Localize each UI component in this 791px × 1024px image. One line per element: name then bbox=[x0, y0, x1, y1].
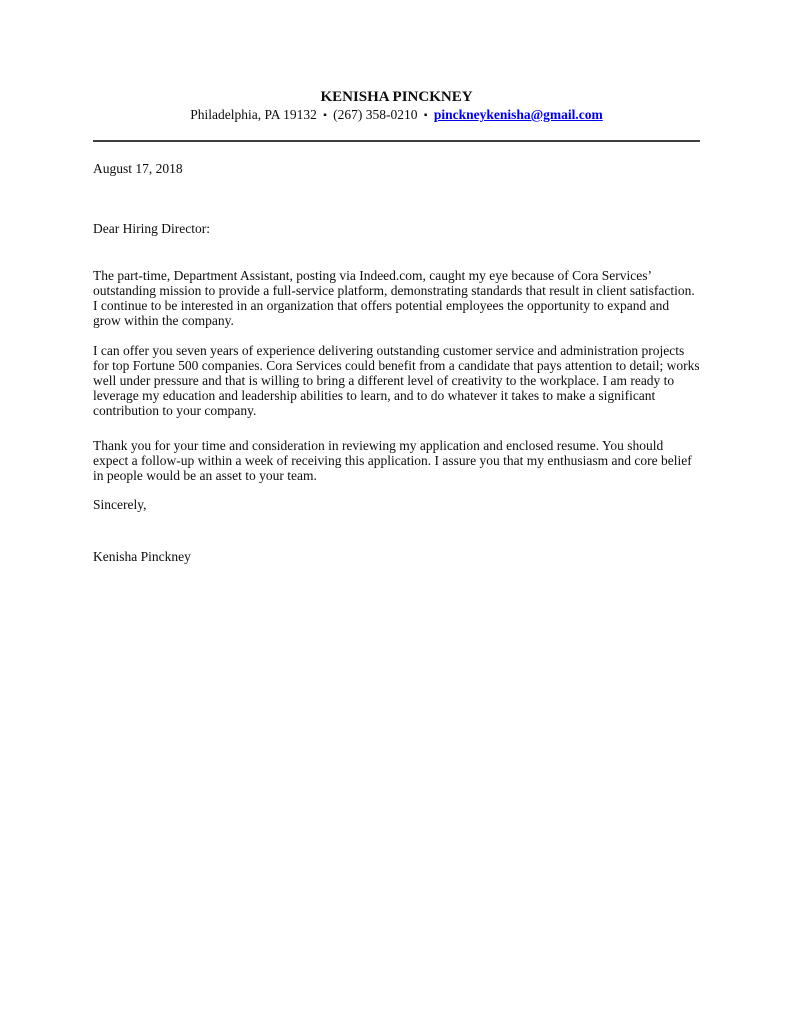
letter-date: August 17, 2018 bbox=[93, 161, 183, 176]
body-paragraph: I can offer you seven years of experience delivering outstanding customer service and administration projects for top Fortune 500 companies. Cora Services could benefit from a candidate that pays attention to detail; works well under pressure and that is willing to bring a different level of creativity to the workplace. I am ready to leverage my education and leadership abilities to learn, and to do whatever it takes to make a significant contribution to your company. bbox=[93, 343, 700, 418]
closing: Sincerely, bbox=[93, 497, 147, 512]
letter-header bbox=[93, 88, 700, 125]
body-paragraph: The part-time, Department Assistant, posting via Indeed.com, caught my eye because of Cora Services’ outstanding mission to provide a full-service platform, demonstrating standards that result in client satisfaction. I continue to be interested in an organization that offers potential employees the opportunity to expand and grow within the company. bbox=[93, 268, 695, 328]
header-phone: (267) 358-0210 bbox=[333, 107, 418, 122]
body-paragraph: Thank you for your time and consideration in reviewing my application and enclosed resume. You should expect a follow-up within a week of receiving this application. I assure you that my enthusiasm and core belief in people would be an asset to your team. bbox=[93, 438, 692, 483]
bullet-separator-icon: ▪ bbox=[423, 110, 428, 121]
header-location: Philadelphia, PA 19132 bbox=[190, 107, 317, 122]
header-contact-line bbox=[93, 106, 700, 125]
header-name: KENISHA PINCKNEY bbox=[320, 89, 473, 105]
salutation: Dear Hiring Director: bbox=[93, 221, 210, 236]
header-divider bbox=[93, 140, 700, 142]
signature-name: Kenisha Pinckney bbox=[93, 549, 191, 564]
email-link[interactable]: pinckneykenisha@gmail.com bbox=[433, 107, 603, 122]
bullet-separator-icon: ▪ bbox=[323, 110, 327, 121]
